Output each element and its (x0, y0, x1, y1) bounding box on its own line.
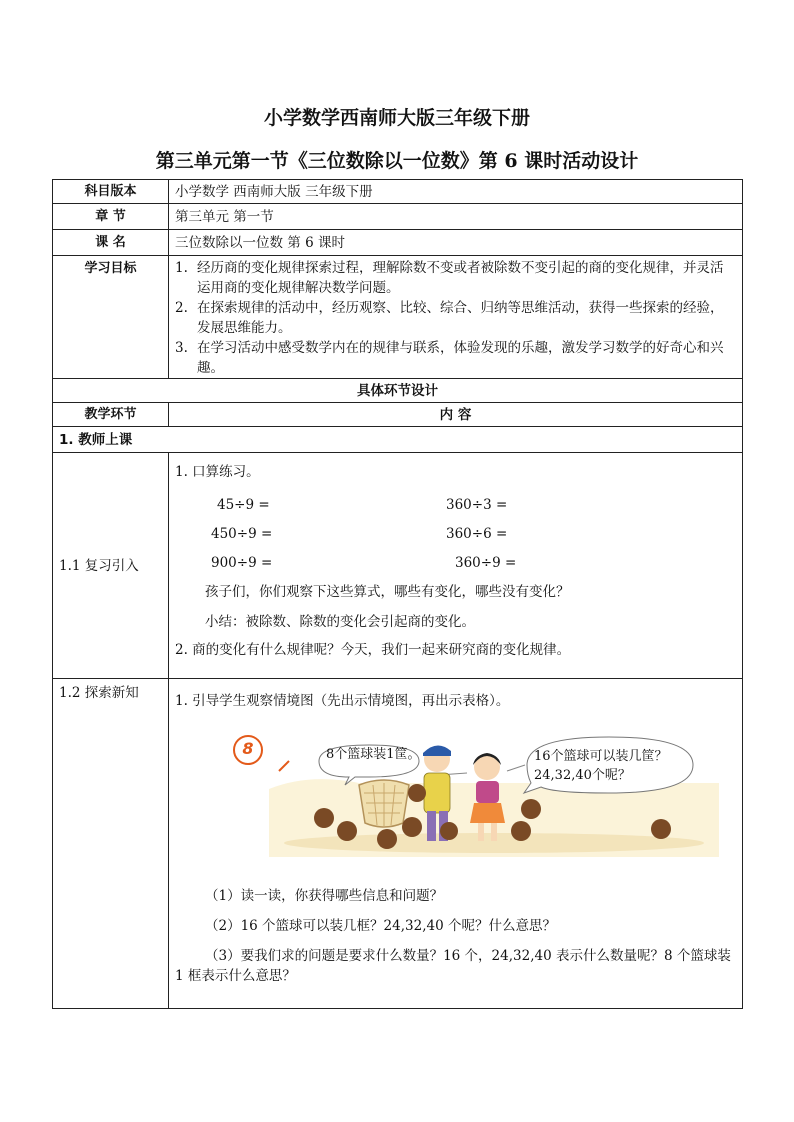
oral-calc-intro: 1. 口算练习。 (175, 464, 260, 480)
observe-question: 孩子们，你们观察下这些算式，哪些有变化，哪些没有变化？ (205, 584, 570, 600)
goal-item: 3. 在学习活动中感受数学内在的规律与联系，体验发现的乐趣，激发学习数学的好奇心和兴趣。 (175, 340, 724, 376)
label-subject: 科目版本 (53, 180, 169, 204)
goals-list (169, 256, 743, 379)
value-chapter: 第三单元 第一节 (169, 204, 743, 230)
calc-row: 900÷9 = 360÷9 = (211, 554, 517, 571)
lesson-table (52, 179, 743, 1009)
label-lesson: 课 名 (53, 230, 169, 256)
col-step-header: 教学环节 (53, 403, 169, 427)
col-content-header: 内 容 (169, 403, 743, 427)
doc-title: 小学数学西南师大版三年级下册 (263, 107, 530, 129)
step-content-explore (169, 679, 743, 1009)
step-content-review (169, 453, 743, 679)
calc-row: 45÷9 = 360÷3 = (217, 496, 508, 513)
calc-row: 450÷9 = 360÷6 = (211, 525, 508, 542)
question-1: （1）读一读，你获得哪些信息和问题？ (205, 888, 444, 904)
boy-speech: 8个篮球装1筐。 (326, 747, 421, 762)
rule-question: 2. 商的变化有什么规律呢？今天，我们一起来研究商的变化规律。 (175, 642, 571, 658)
girl-speech: 16个篮球可以装几筐？ 24,32,40个呢？ (534, 749, 668, 783)
doc-subtitle: 第三单元第一节《三位数除以一位数》第 6 课时活动设计 (155, 150, 639, 172)
part-heading: 1. 教师上课 (53, 427, 743, 453)
scene-intro: 1. 引导学生观察情境图（先出示情境图，再出示表格）。 (175, 693, 510, 709)
label-chapter: 章 节 (53, 204, 169, 230)
summary-text: 小结：被除数、除数的变化会引起商的变化。 (205, 614, 475, 630)
question-3: （3）要我们求的问题是要求什么数量？16 个，24,32,40 表示什么数量呢？8 个篮球装 1 框表示什么意思？ (175, 948, 731, 984)
section-header: 具体环节设计 (53, 379, 743, 403)
step-label-review: 1.1 复习引入 (53, 453, 169, 679)
goal-item: 1. 经历商的变化规律探索过程，理解除数不变或者被除数不变引起的商的变化规律，并灵活运用商的变化规律解决数学问题。 (175, 260, 724, 296)
question-2: （2）16 个篮球可以装几框？24,32,40 个呢？什么意思？ (205, 918, 556, 934)
scene-illustration (242, 723, 719, 857)
number-badge: 8 (233, 735, 263, 765)
step-label-explore: 1.2 探索新知 (53, 679, 169, 1009)
goal-item: 2. 在探索规律的活动中，经历观察、比较、综合、归纳等思维活动，获得一些探索的经验，发展思维能力。 (175, 300, 724, 336)
value-lesson: 三位数除以一位数 第 6 课时 (169, 230, 743, 256)
label-goals: 学习目标 (53, 256, 169, 379)
value-subject: 小学数学 西南师大版 三年级下册 (169, 180, 743, 204)
basketball-scene (269, 723, 719, 857)
